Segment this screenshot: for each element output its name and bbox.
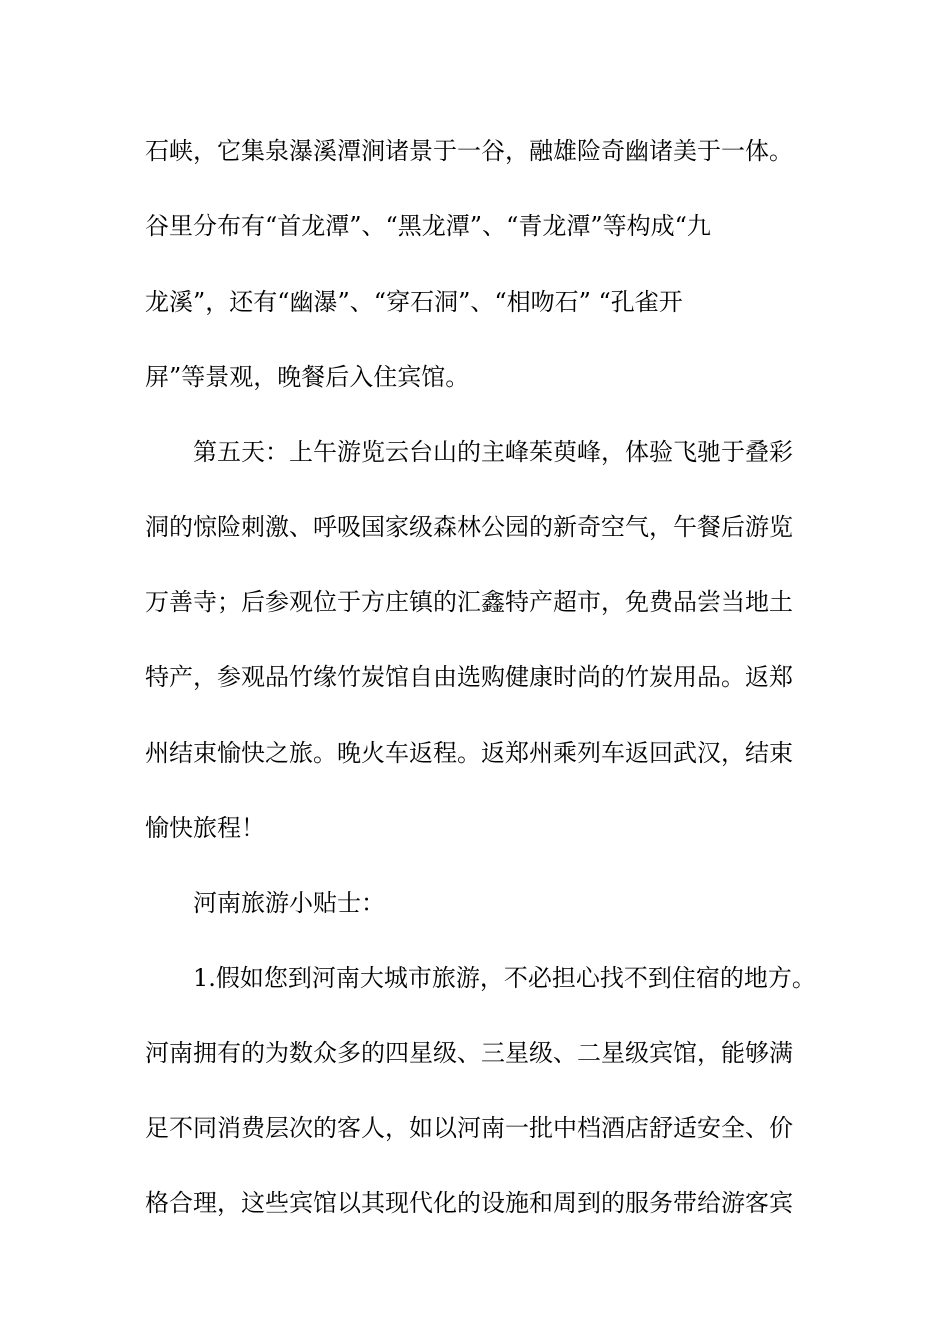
text-line: 河南拥有的为数众多的四星级、三星级、二星级宾馆，能够满	[145, 1039, 793, 1067]
paragraph-start-line: 1.假如您到河南大城市旅游，不必担心找不到住宿的地方。	[193, 964, 816, 992]
text-line: 足不同消费层次的客人，如以河南一批中档酒店舒适安全、价	[145, 1114, 793, 1142]
text-line: 州结束愉快之旅。晚火车返程。返郑州乘列车返回武汉，结束	[145, 739, 793, 767]
text-line: 屏”等景观，晚餐后入住宾馆。	[145, 363, 470, 391]
text-line: 龙溪”，还有“幽瀑”、“穿石洞”、“相吻石” “孔雀开	[145, 288, 683, 316]
section-heading: 河南旅游小贴士：	[193, 889, 385, 917]
text-line: 洞的惊险刺激、呼吸国家级森林公园的新奇空气，午餐后游览	[145, 513, 793, 541]
text-line: 谷里分布有“首龙潭”、“黑龙潭”、“青龙潭”等构成“九	[145, 212, 711, 240]
text-line: 格合理，这些宾馆以其现代化的设施和周到的服务带给游客宾	[145, 1189, 793, 1217]
text-line: 特产，参观品竹缘竹炭馆自由选购健康时尚的竹炭用品。返郑	[145, 663, 793, 691]
text-line: 愉快旅程！	[145, 814, 265, 842]
text-line: 石峡，它集泉瀑溪潭涧诸景于一谷，融雄险奇幽诸美于一体。	[145, 137, 793, 165]
paragraph-start-line: 第五天：上午游览云台山的主峰茱萸峰，体验飞驰于叠彩	[193, 438, 793, 466]
text-line: 万善寺；后参观位于方庄镇的汇鑫特产超市，免费品尝当地土	[145, 588, 793, 616]
